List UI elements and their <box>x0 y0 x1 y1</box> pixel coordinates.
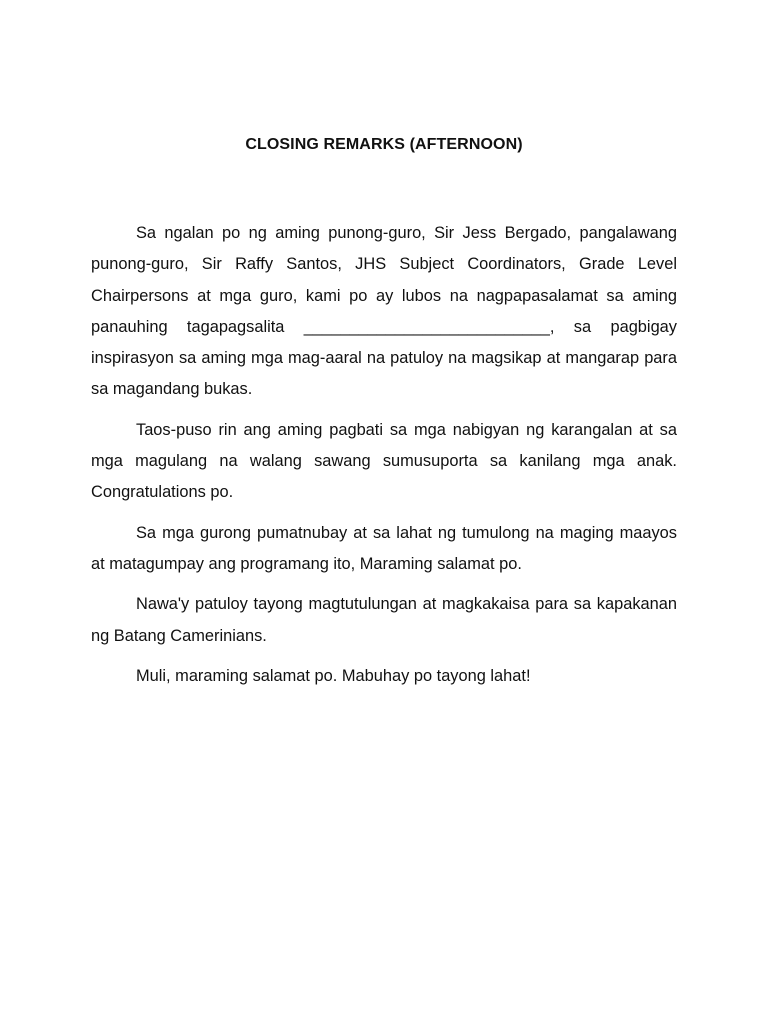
paragraph-1 <box>91 218 677 406</box>
paragraph-5: Muli, maraming salamat po. Mabuhay po tayong lahat! <box>136 666 531 685</box>
paragraph-1-text-end: , sa pagbigay inspirasyon sa aming mga mag-aaral na patuloy na magsikap at mangarap para sa magandang bukas. <box>91 317 677 399</box>
document-body <box>91 218 677 692</box>
paragraph-3: Sa mga gurong pumatnubay at sa lahat ng tumulong na maging maayos at matagumpay ang programang ito, Maraming salamat po. <box>91 523 677 573</box>
paragraph-4: Nawa'y patuloy tayong magtutulungan at magkakaisa para sa kapakanan ng Batang Camerinians. <box>91 595 677 645</box>
speaker-name-blank: ___________________________ <box>303 317 550 336</box>
paragraph-1-text-start: Sa ngalan po ng aming punong-guro, Sir Jess Bergado, pangalawang punong-guro, Sir Raffy Santos, JHS Subject Coordinators, Grade Level Chairpersons at mga guro, kami po ay lubos na nagpapasalamat sa aming panauhing tagapagsalita <box>91 224 677 336</box>
document-title: CLOSING REMARKS (AFTERNOON) <box>245 136 523 153</box>
paragraph-2: Taos-puso rin ang aming pagbati sa mga nabigyan ng karangalan at sa mga magulang na walang sawang sumusuporta sa kanilang mga anak. Congratulations po. <box>91 420 677 502</box>
